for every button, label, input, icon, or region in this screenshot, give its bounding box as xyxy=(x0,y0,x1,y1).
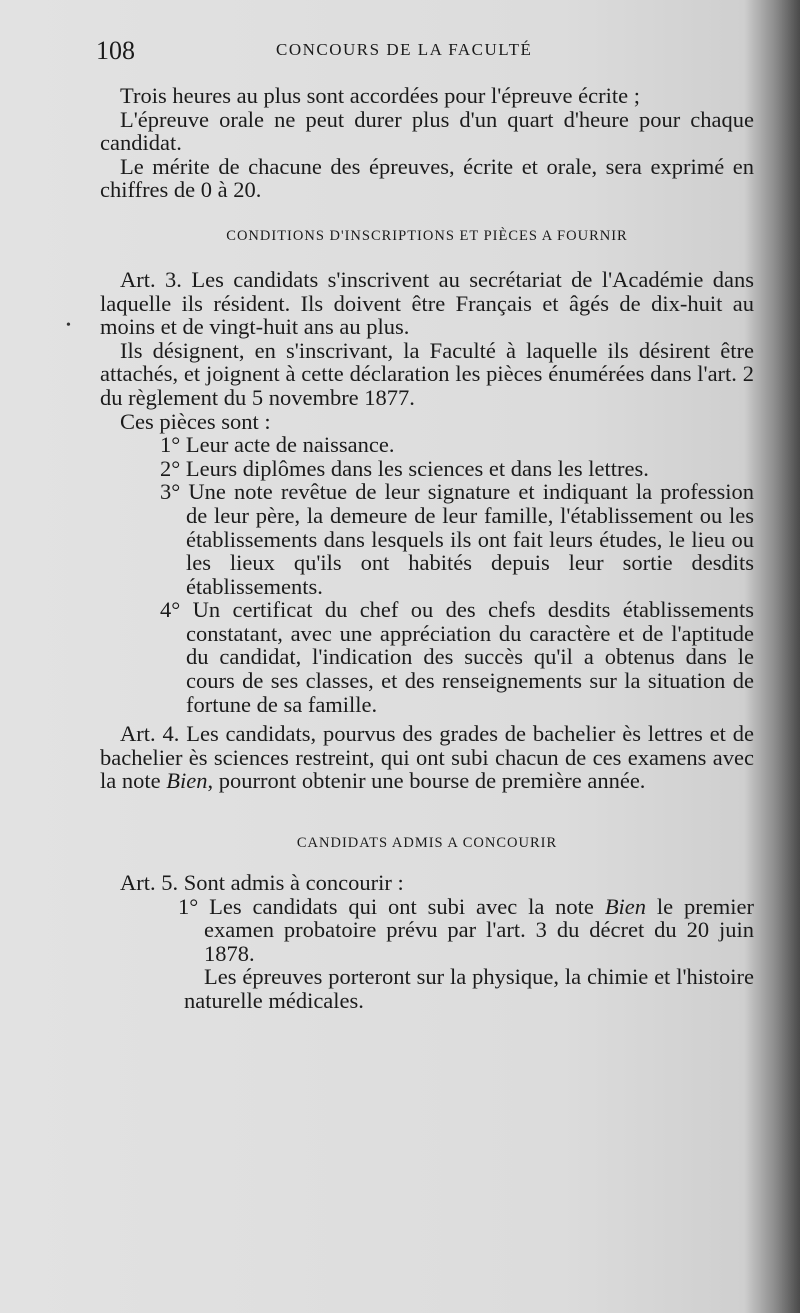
article-3-paragraph-3: Ces pièces sont : xyxy=(120,408,271,434)
article-5-item-text-a: 1° Les candidats qui ont subi avec la note xyxy=(178,893,605,919)
article-5-continuation: Les épreuves porteront sur la physique, la chimie et l'histoire naturelle médicales. xyxy=(184,964,754,1013)
article-4-paragraph xyxy=(100,722,754,793)
article-3-paragraph-1: Art. 3. Les candidats s'inscrivent au secrétariat de l'Académie dans laquelle ils résident. Ils doivent être Français et âgés de dix-huit au moins et de vingt-huit ans au plus. xyxy=(100,266,754,340)
paragraph-time-limit: Trois heures au plus sont accordées pour l'épreuve écrite ; xyxy=(120,83,640,108)
section-heading-conditions: CONDITIONS D'INSCRIPTIONS ET PIÈCES A FOURNIR xyxy=(226,227,628,244)
list-item: 1° Leur acte de naissance. xyxy=(160,432,395,458)
list-item: 3° Une note revêtue de leur signature et indiquant la profession de leur père, la demeure de leur famille, l'établissement ou les établissements dans lesquels ils ont fait leurs études, le lieu ou les lieux qu'ils ont habités depuis leur sortie desdits établissements. xyxy=(160,479,754,599)
list-item: 4° Un certificat du chef ou des chefs desdits établissements constatant, avec une appréciation du caractère et de l'aptitude du candidat, l'indication des succès qu'il a obtenus dans le cours de ses classes, et des renseignements sur la situation de fortune de sa famille. xyxy=(160,597,754,717)
list-item: 2° Leurs diplômes dans les sciences et dans les lettres. xyxy=(160,455,649,481)
running-title: CONCOURS DE LA FACULTÉ xyxy=(276,40,533,59)
paragraph-oral-limit: L'épreuve orale ne peut durer plus d'un quart d'heure pour chaque candidat. xyxy=(100,106,754,156)
page-number: 108 xyxy=(96,36,135,65)
article-3-paragraph-2: Ils désignent, en s'inscrivant, la Faculté à laquelle ils désirent être attachés, et joignent à cette déclaration les pièces énumérées dans l'art. 2 du règlement du 5 novembre 1877. xyxy=(100,337,754,410)
article-4-text-a: Art. 4. Les candidats, pourvus des grades de bachelier ès lettres et de bachelier ès sciences restreint, qui ont subi chacun de ces examens avec la note xyxy=(100,721,754,794)
paragraph-grading: Le mérite de chacune des épreuves, écrite et orale, sera exprimé en chiffres de 0 à 20. xyxy=(100,153,754,203)
page-body xyxy=(100,84,754,1013)
margin-mark: • xyxy=(66,318,71,333)
section-heading-admission: CANDIDATS ADMIS A CONCOURIR xyxy=(296,835,558,852)
page-header xyxy=(96,30,760,70)
list-item xyxy=(100,895,754,966)
article-5-item-emphasis: Bien xyxy=(604,893,647,919)
article-4-text-b: , pourront obtenir une bourse de première année. xyxy=(207,768,646,794)
article-5-lead: Art. 5. Sont admis à concourir : xyxy=(120,870,404,896)
article-4-emphasis: Bien xyxy=(166,768,208,794)
article-5-item-text-b: le premier examen probatoire prévu par l'art. 3 du décret du 20 juin 1878. xyxy=(204,893,755,966)
